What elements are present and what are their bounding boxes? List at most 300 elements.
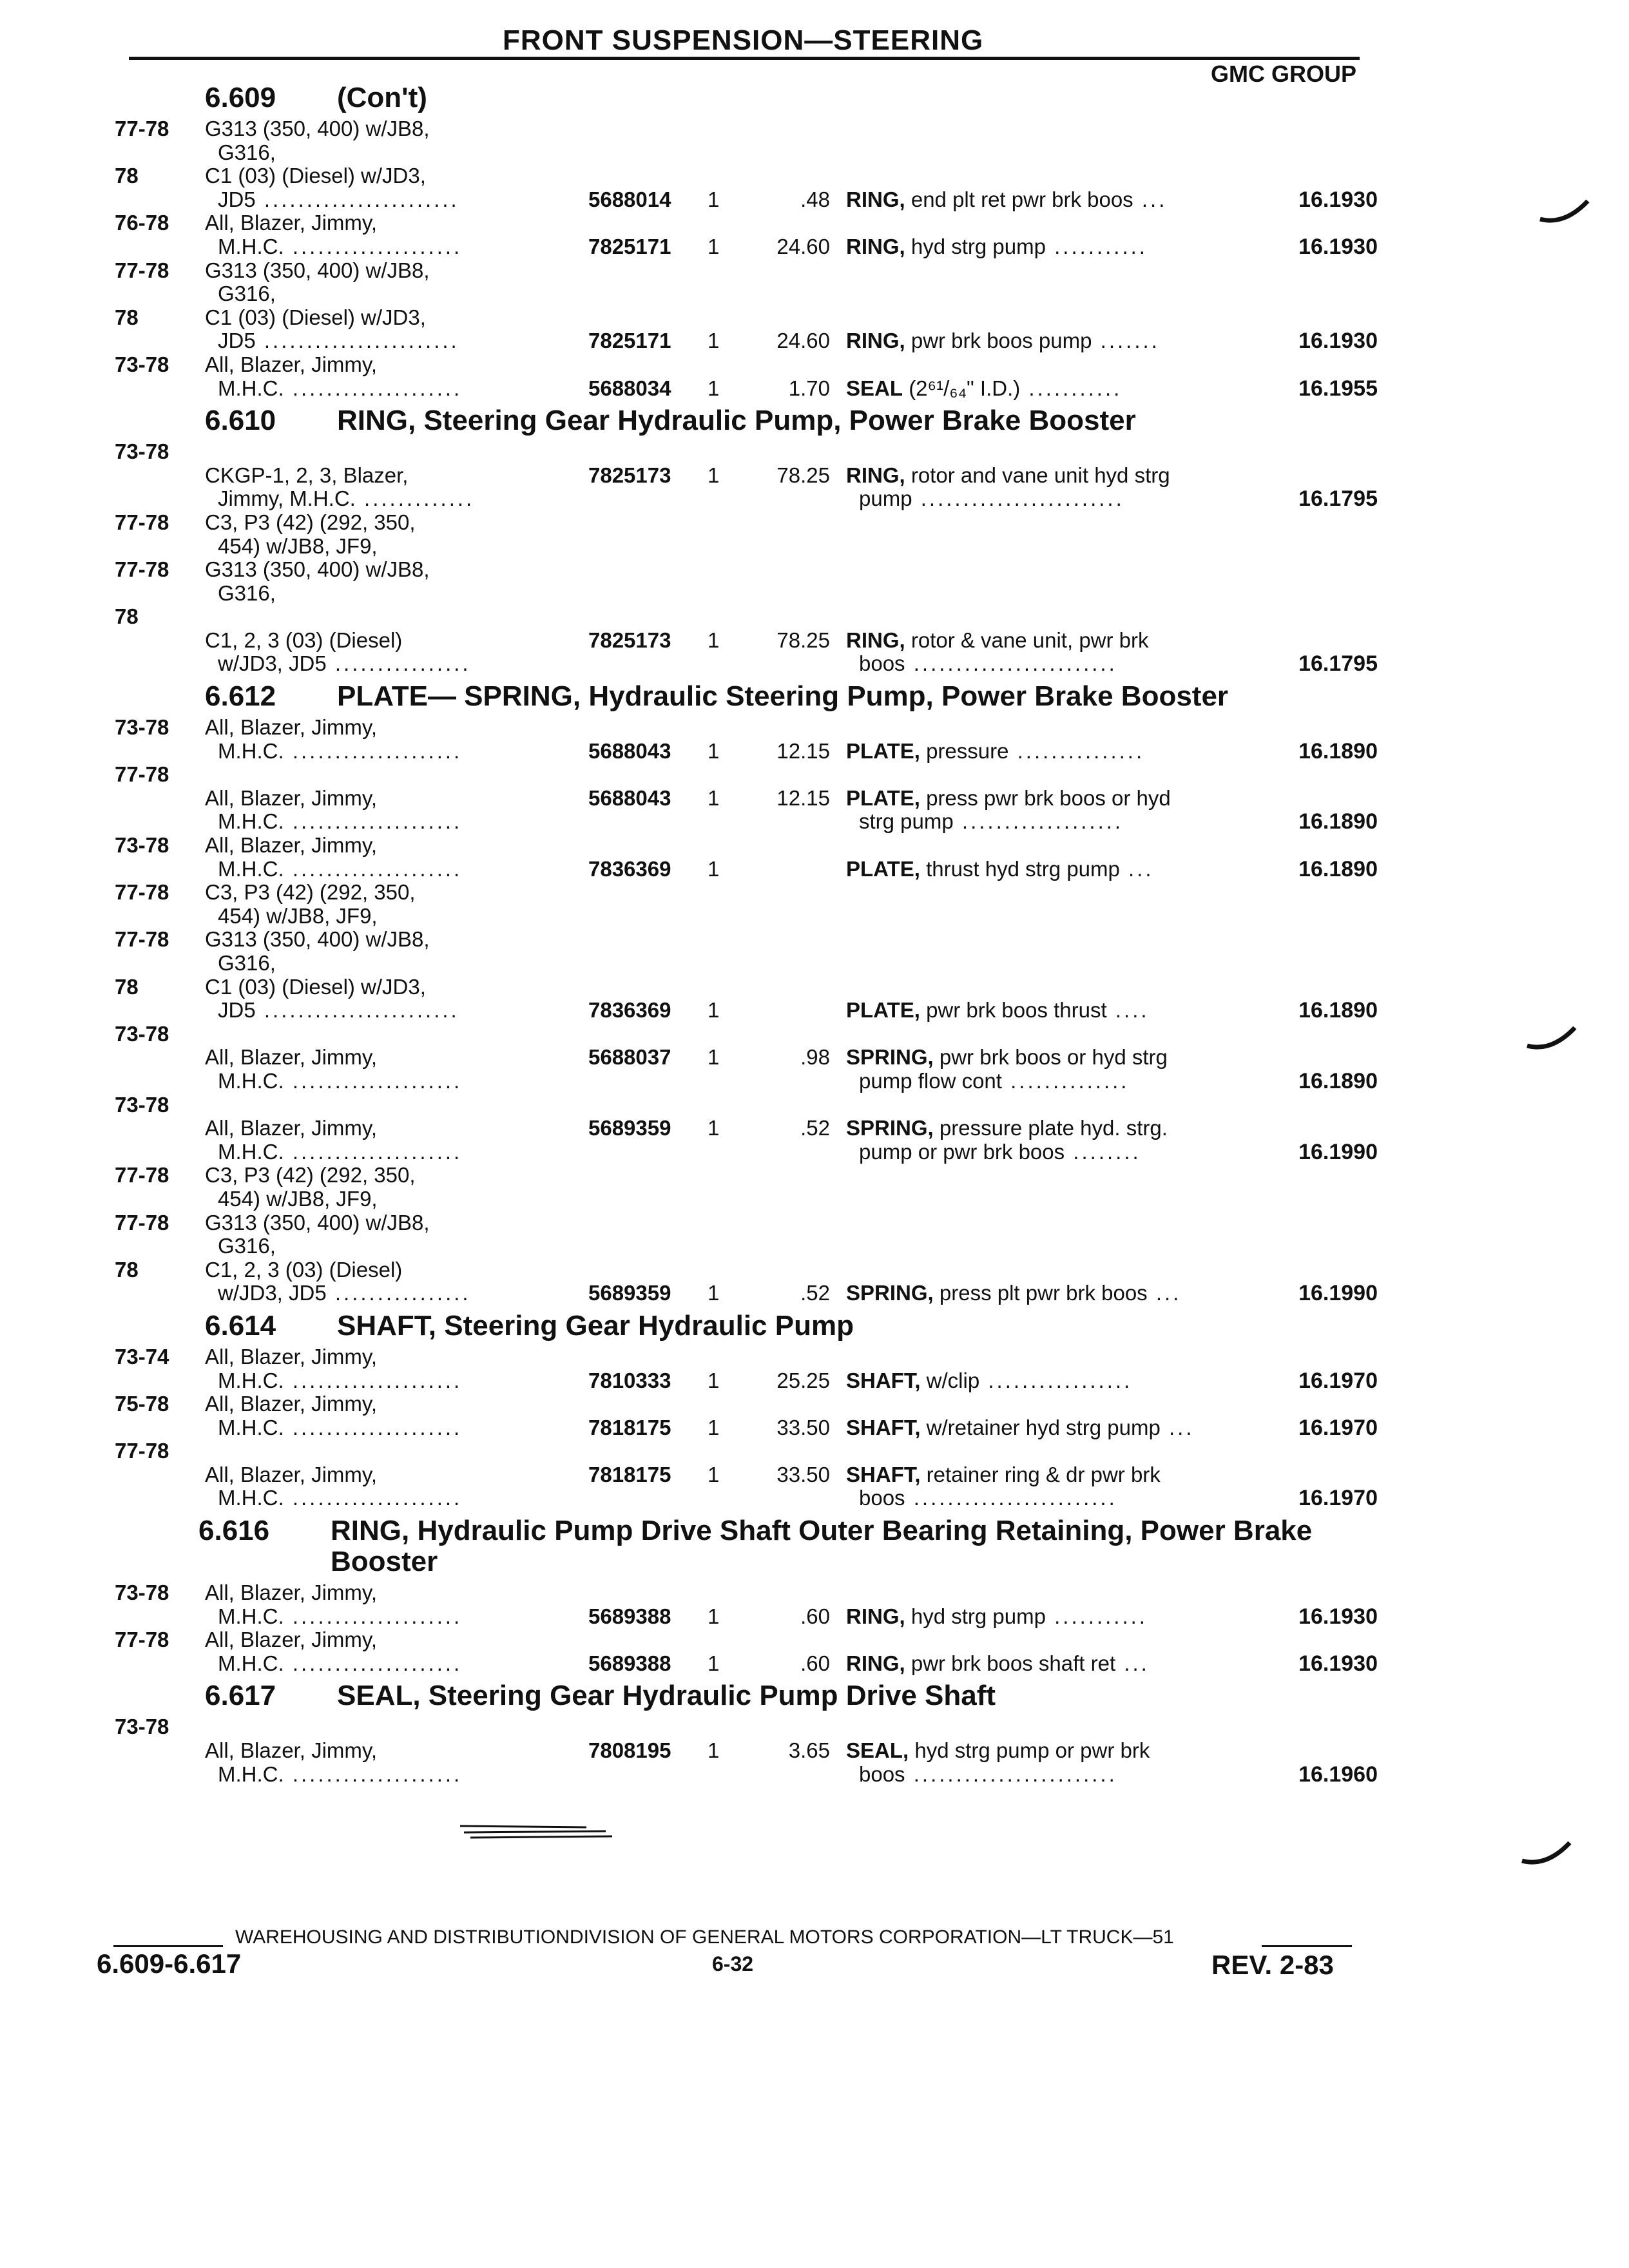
application — [205, 558, 588, 605]
reference-number: 16.1930 — [1298, 329, 1378, 354]
dot-leader: ........................ — [905, 1486, 1117, 1510]
application-line: G313 (350, 400) w/JB8, — [205, 258, 430, 282]
dot-leader: .................... — [284, 376, 463, 400]
part-entry — [115, 928, 1365, 975]
part-entry — [115, 1581, 1378, 1629]
part-number: 7818175 — [588, 1462, 671, 1486]
reference-number: 16.1795 — [1298, 486, 1378, 512]
part-name: SEAL — [846, 376, 903, 400]
description-line: thrust hyd strg pump — [926, 856, 1120, 881]
part-entry — [115, 1164, 1365, 1211]
dot-leader: .................... — [284, 1486, 463, 1510]
part-number: 7818175 — [588, 1415, 671, 1439]
part-number: 7825171 — [588, 329, 671, 353]
model-years: 73-74 — [115, 1344, 169, 1369]
reference-number: 16.1960 — [1298, 1762, 1378, 1787]
part-description — [846, 1117, 1268, 1164]
quantity: 1 — [708, 1281, 720, 1305]
model-years: 73-78 — [115, 439, 169, 464]
dot-leader: .................... — [284, 1415, 463, 1439]
application — [205, 1117, 588, 1164]
section-title: PLATE— SPRING, Hydraulic Steering Pump, Power Brake Booster — [337, 680, 1229, 713]
quantity: 1 — [708, 856, 720, 881]
quantity: 1 — [708, 187, 720, 211]
dot-leader: ....................... — [255, 329, 459, 353]
application-line: M.H.C. — [218, 1762, 284, 1786]
part-number: 7825173 — [588, 463, 671, 487]
quantity: 1 — [708, 1604, 720, 1628]
application-line: 454) w/JB8, JF9, — [218, 903, 378, 928]
dot-leader: ....................... — [255, 187, 459, 211]
description-line: boos — [859, 1762, 905, 1786]
quantity: 1 — [708, 1738, 720, 1763]
part-entry — [115, 1257, 1378, 1306]
part-name: PLATE, — [846, 738, 920, 763]
part-description — [846, 1369, 1268, 1393]
list-price: 33.50 — [776, 1415, 830, 1439]
application — [205, 1258, 588, 1305]
application-line: G316, — [218, 282, 276, 306]
reference-number: 16.1930 — [1298, 1604, 1378, 1629]
section-number: 6.614 — [205, 1309, 276, 1341]
model-years: 77-78 — [115, 117, 169, 140]
part-number: 5688014 — [588, 187, 671, 211]
application-line: G316, — [218, 1234, 276, 1258]
application-line: All, Blazer, Jimmy, — [205, 211, 378, 235]
description-line: pump or pwr brk boos — [859, 1139, 1065, 1164]
part-description — [846, 787, 1268, 834]
part-entry — [115, 352, 1378, 401]
dot-leader: ........................ — [905, 651, 1117, 676]
part-description — [846, 1046, 1268, 1093]
section-6-612 — [115, 680, 1378, 1306]
model-years: 77-78 — [115, 258, 169, 282]
section-heading — [115, 1680, 1365, 1711]
part-entry — [115, 762, 1378, 834]
quantity: 1 — [708, 628, 720, 652]
application-line: C1, 2, 3 (03) (Diesel) — [205, 628, 403, 652]
model-years: 77-78 — [115, 1163, 169, 1187]
footer-section-range: 6.609-6.617 — [97, 1948, 242, 1979]
dot-leader: ....................... — [255, 998, 459, 1023]
part-entry — [115, 305, 1378, 354]
part-number: 7810333 — [588, 1368, 671, 1392]
application-line: G313 (350, 400) w/JB8, — [205, 1210, 430, 1235]
part-number: 7825173 — [588, 628, 671, 652]
dot-leader: ............... — [1008, 738, 1145, 763]
quantity: 1 — [708, 376, 720, 400]
section-title: RING, Hydraulic Pump Drive Shaft Outer Bearing Retaining, Power Brake Booster — [331, 1515, 1313, 1578]
section-heading — [115, 405, 1365, 436]
part-description — [846, 1652, 1268, 1676]
section-number: 6.616 — [198, 1515, 270, 1547]
description-line: pwr brk boos or hyd strg — [939, 1045, 1168, 1070]
part-name: SHAFT, — [846, 1415, 921, 1439]
description-line: rotor and vane unit hyd strg — [911, 463, 1170, 487]
model-years: 73-78 — [115, 1092, 169, 1117]
application-line: All, Blazer, Jimmy, — [205, 1392, 378, 1416]
part-description — [846, 377, 1268, 401]
part-description — [846, 1282, 1268, 1305]
description-line: w/retainer hyd strg pump — [926, 1415, 1161, 1439]
dot-leader: ................ — [326, 651, 471, 676]
reference-number: 16.1930 — [1298, 1651, 1378, 1676]
part-number: 7836369 — [588, 998, 671, 1023]
part-name: SEAL, — [846, 1738, 909, 1763]
part-name: RING, — [846, 1651, 905, 1675]
application — [205, 1211, 588, 1258]
application-line: M.H.C. — [218, 376, 284, 400]
parts-list — [115, 77, 1378, 1787]
part-entry — [115, 1392, 1378, 1440]
list-price: 3.65 — [788, 1738, 830, 1763]
section-title: SEAL, Steering Gear Hydraulic Pump Drive Shaft — [337, 1680, 996, 1712]
dot-leader: ........... — [1045, 1604, 1148, 1628]
part-entry — [115, 164, 1378, 212]
application — [205, 511, 588, 558]
part-entry — [115, 1439, 1378, 1511]
dot-leader: .................... — [284, 1068, 463, 1093]
application — [205, 259, 588, 306]
section-number: 6.610 — [205, 405, 276, 437]
reference-number: 16.1955 — [1298, 376, 1378, 401]
reference-number: 16.1970 — [1298, 1368, 1378, 1393]
application-line: CKGP-1, 2, 3, Blazer, — [205, 463, 409, 487]
model-years: 76-78 — [115, 211, 169, 235]
application-line: M.H.C. — [218, 1139, 284, 1164]
part-description — [846, 999, 1268, 1023]
model-years: 73-78 — [115, 715, 169, 740]
application-line: G313 (350, 400) w/JB8, — [205, 557, 430, 582]
application-line: All, Blazer, Jimmy, — [205, 1738, 378, 1763]
dot-leader: ............. — [355, 486, 475, 511]
application-line: w/JD3, JD5 — [218, 651, 327, 676]
description-line: end plt ret pwr brk boos — [911, 187, 1133, 211]
reference-number: 16.1890 — [1298, 809, 1378, 834]
footer-division-text: WAREHOUSING AND DISTRIBUTIONDIVISION OF GENERAL MOTORS CORPORATION—LT TRUCK—51 — [235, 1927, 1174, 1948]
part-entry — [115, 211, 1378, 259]
part-name: SPRING, — [846, 1116, 934, 1140]
application-line: M.H.C. — [218, 1651, 284, 1675]
application — [205, 1046, 588, 1093]
quantity: 1 — [708, 998, 720, 1023]
part-name: RING, — [846, 329, 905, 353]
application-line: All, Blazer, Jimmy, — [205, 1045, 378, 1070]
dot-leader: ... — [1160, 1415, 1195, 1439]
application — [205, 1739, 588, 1786]
application-line: C1 (03) (Diesel) w/JD3, — [205, 164, 426, 188]
application-line: G313 (350, 400) w/JB8, — [205, 117, 430, 140]
application — [205, 464, 588, 511]
reference-number: 16.1930 — [1298, 187, 1378, 212]
application-line: 454) w/JB8, JF9, — [218, 1186, 378, 1211]
section-heading — [115, 82, 1365, 113]
model-years: 77-78 — [115, 762, 169, 787]
quantity: 1 — [708, 329, 720, 353]
header-rule — [129, 57, 1360, 60]
dot-leader: ................... — [953, 809, 1124, 834]
application-line: M.H.C. — [218, 1068, 284, 1093]
part-number: 5688034 — [588, 376, 671, 400]
application — [205, 1581, 588, 1628]
list-price: 78.25 — [776, 628, 830, 652]
part-description — [846, 858, 1268, 881]
part-name: RING, — [846, 628, 905, 652]
application-line: G316, — [218, 140, 276, 164]
section-6-617 — [115, 1680, 1378, 1787]
section-title: RING, Steering Gear Hydraulic Pump, Power Brake Booster — [337, 405, 1136, 437]
description-line: hyd strg pump or pwr brk — [914, 1738, 1150, 1763]
application-line: w/JD3, JD5 — [218, 1281, 327, 1305]
list-price: .60 — [800, 1651, 830, 1675]
application-line: C1, 2, 3 (03) (Diesel) — [205, 1257, 403, 1282]
section-number: 6.617 — [205, 1680, 276, 1712]
application — [205, 629, 588, 676]
part-description — [846, 464, 1268, 511]
description-line: w/clip — [926, 1368, 980, 1392]
dot-leader: ........................ — [912, 486, 1124, 511]
application-line: 454) w/JB8, JF9, — [218, 533, 378, 558]
section-heading — [115, 1311, 1365, 1341]
part-number: 7836369 — [588, 856, 671, 881]
dot-leader: .................... — [284, 856, 463, 881]
part-entry — [115, 833, 1378, 881]
part-name: SPRING, — [846, 1281, 934, 1305]
model-years: 78 — [115, 974, 139, 999]
model-years: 77-78 — [115, 1210, 169, 1235]
model-years: 73-78 — [115, 1715, 169, 1739]
application — [205, 1164, 588, 1211]
model-years: 78 — [115, 164, 139, 188]
part-number: 5689388 — [588, 1604, 671, 1628]
part-entry — [115, 1092, 1378, 1164]
part-name: RING, — [846, 463, 905, 487]
section-number: 6.612 — [205, 680, 276, 713]
part-name: RING, — [846, 234, 905, 258]
description-line: pwr brk boos pump — [911, 329, 1092, 353]
margin-mark — [1539, 193, 1590, 232]
reference-number: 16.1970 — [1298, 1486, 1378, 1511]
dot-leader: ........... — [1045, 234, 1148, 258]
quantity: 1 — [708, 1462, 720, 1486]
dot-leader: ................. — [979, 1368, 1133, 1392]
description-line: pump flow cont — [859, 1068, 1002, 1093]
group-label: GMC GROUP — [1210, 61, 1356, 87]
part-entry — [115, 511, 1365, 558]
model-years: 73-78 — [115, 1021, 169, 1046]
dot-leader: ................ — [326, 1281, 471, 1305]
list-price: .98 — [800, 1045, 830, 1070]
model-years: 77-78 — [115, 880, 169, 905]
quantity: 1 — [708, 738, 720, 763]
application-line: JD5 — [218, 329, 256, 353]
application — [205, 881, 588, 928]
part-entry — [115, 558, 1365, 605]
application-line: G316, — [218, 581, 276, 605]
part-number: 5688043 — [588, 785, 671, 810]
margin-mark — [1526, 1021, 1577, 1060]
model-years: 77-78 — [115, 557, 169, 582]
application — [205, 834, 588, 881]
part-number: 5689388 — [588, 1651, 671, 1675]
description-line: retainer ring & dr pwr brk — [926, 1462, 1161, 1486]
reference-number: 16.1890 — [1298, 856, 1378, 881]
model-years: 75-78 — [115, 1392, 169, 1416]
application-line: G313 (350, 400) w/JB8, — [205, 927, 430, 952]
quantity: 1 — [708, 1651, 720, 1675]
dot-leader: .................... — [284, 1139, 463, 1164]
list-price: .60 — [800, 1604, 830, 1628]
quantity: 1 — [708, 1415, 720, 1439]
application-line: C1 (03) (Diesel) w/JD3, — [205, 974, 426, 999]
dot-leader: ........ — [1065, 1139, 1141, 1164]
dot-leader: ... — [1119, 856, 1154, 881]
application-line: M.H.C. — [218, 809, 284, 834]
part-description — [846, 1416, 1268, 1440]
dot-leader: .... — [1106, 998, 1150, 1023]
application — [205, 117, 588, 164]
dot-leader: ....... — [1092, 329, 1160, 353]
list-price: .52 — [800, 1281, 830, 1305]
list-price: 24.60 — [776, 329, 830, 353]
application-line: C3, P3 (42) (292, 350, — [205, 1163, 416, 1187]
part-name: PLATE, — [846, 998, 920, 1023]
list-price: 78.25 — [776, 463, 830, 487]
part-description — [846, 740, 1268, 764]
description-line: press plt pwr brk boos — [939, 1281, 1148, 1305]
reference-number: 16.1970 — [1298, 1415, 1378, 1440]
part-entry — [115, 974, 1378, 1023]
application-line: All, Blazer, Jimmy, — [205, 833, 378, 858]
application-line: G316, — [218, 951, 276, 975]
application — [205, 787, 588, 834]
part-number: 5688043 — [588, 738, 671, 763]
quantity: 1 — [708, 234, 720, 258]
application — [205, 306, 588, 353]
model-years: 77-78 — [115, 510, 169, 534]
application-line: All, Blazer, Jimmy, — [205, 1581, 378, 1605]
application-line: M.H.C. — [218, 856, 284, 881]
part-name: RING, — [846, 1604, 905, 1628]
application — [205, 1463, 588, 1510]
application-line: M.H.C. — [218, 738, 284, 763]
part-entry — [115, 1021, 1378, 1093]
model-years: 73-78 — [115, 1581, 169, 1605]
dot-leader: .................... — [284, 738, 463, 763]
reference-number: 16.1930 — [1298, 234, 1378, 259]
part-entry — [115, 259, 1365, 306]
application-line: M.H.C. — [218, 234, 284, 258]
application — [205, 164, 588, 211]
list-price: .48 — [800, 187, 830, 211]
dot-leader: .................... — [284, 1762, 463, 1786]
dot-leader: ... — [1147, 1281, 1182, 1305]
application — [205, 1345, 588, 1392]
reference-number: 16.1795 — [1298, 651, 1378, 677]
section-6-610 — [115, 405, 1378, 677]
section-title: SHAFT, Steering Gear Hydraulic Pump — [337, 1309, 854, 1341]
dot-leader: .................... — [284, 1604, 463, 1628]
description-line: pressure plate hyd. strg. — [939, 1116, 1168, 1140]
application-line: All, Blazer, Jimmy, — [205, 1344, 378, 1369]
footer-rule-left — [113, 1945, 223, 1947]
part-name: PLATE, — [846, 785, 920, 810]
quantity: 1 — [708, 1045, 720, 1070]
description-line: pressure — [926, 738, 1009, 763]
description-line: pwr brk boos thrust — [926, 998, 1107, 1023]
section-number: 6.609 — [205, 82, 276, 113]
footer-page-number: 6-32 — [712, 1952, 754, 1975]
list-price: 25.25 — [776, 1368, 830, 1392]
section-6-616 — [115, 1515, 1378, 1676]
list-price: 1.70 — [788, 376, 830, 400]
dot-leader: .................... — [284, 1651, 463, 1675]
part-number: 5689359 — [588, 1281, 671, 1305]
application-line: M.H.C. — [218, 1486, 284, 1510]
list-price: 24.60 — [776, 234, 830, 258]
dot-leader: ... — [1133, 187, 1168, 211]
application — [205, 1392, 588, 1439]
application-line: C1 (03) (Diesel) w/JD3, — [205, 305, 426, 329]
quantity: 1 — [708, 1368, 720, 1392]
application-line: M.H.C. — [218, 1604, 284, 1628]
description-line: (2⁶¹/₆₄" I.D.) — [909, 376, 1021, 400]
list-price: 12.15 — [776, 738, 830, 763]
application — [205, 1628, 588, 1675]
part-number: 7808195 — [588, 1738, 671, 1763]
quantity: 1 — [708, 463, 720, 487]
application — [205, 211, 588, 258]
list-price: 12.15 — [776, 785, 830, 810]
application — [205, 353, 588, 400]
description-line: pump — [859, 486, 912, 511]
part-name: SHAFT, — [846, 1368, 921, 1392]
application-line: All, Blazer, Jimmy, — [205, 1462, 378, 1486]
application-line: C3, P3 (42) (292, 350, — [205, 510, 416, 534]
part-description — [846, 329, 1268, 353]
application-line: All, Blazer, Jimmy, — [205, 715, 378, 740]
part-name: PLATE, — [846, 856, 920, 881]
dot-leader: .................... — [284, 234, 463, 258]
application-line: All, Blazer, Jimmy, — [205, 1116, 378, 1140]
part-description — [846, 629, 1268, 676]
model-years: 77-78 — [115, 1628, 169, 1652]
part-description — [846, 1463, 1268, 1510]
quantity: 1 — [708, 785, 720, 810]
description-line: boos — [859, 651, 905, 676]
part-entry — [115, 715, 1378, 764]
application-line: All, Blazer, Jimmy, — [205, 1628, 378, 1652]
dot-leader: .................... — [284, 809, 463, 834]
model-years: 77-78 — [115, 1439, 169, 1463]
application-line: All, Blazer, Jimmy, — [205, 352, 378, 376]
application-line: Jimmy, M.H.C. — [218, 486, 356, 511]
part-entry — [115, 117, 1365, 164]
part-entry — [115, 881, 1365, 928]
reference-number: 16.1990 — [1298, 1281, 1378, 1306]
application-line: M.H.C. — [218, 1415, 284, 1439]
dot-leader: ........................ — [905, 1762, 1117, 1786]
description-line: rotor & vane unit, pwr brk — [911, 628, 1149, 652]
part-entry — [115, 1211, 1365, 1258]
part-number: 5689359 — [588, 1116, 671, 1140]
section-title: (Con't) — [337, 82, 427, 113]
application — [205, 975, 588, 1023]
part-description — [846, 1739, 1268, 1786]
application-line: C3, P3 (42) (292, 350, — [205, 880, 416, 905]
part-number: 5688037 — [588, 1045, 671, 1070]
description-line: strg pump — [859, 809, 954, 834]
